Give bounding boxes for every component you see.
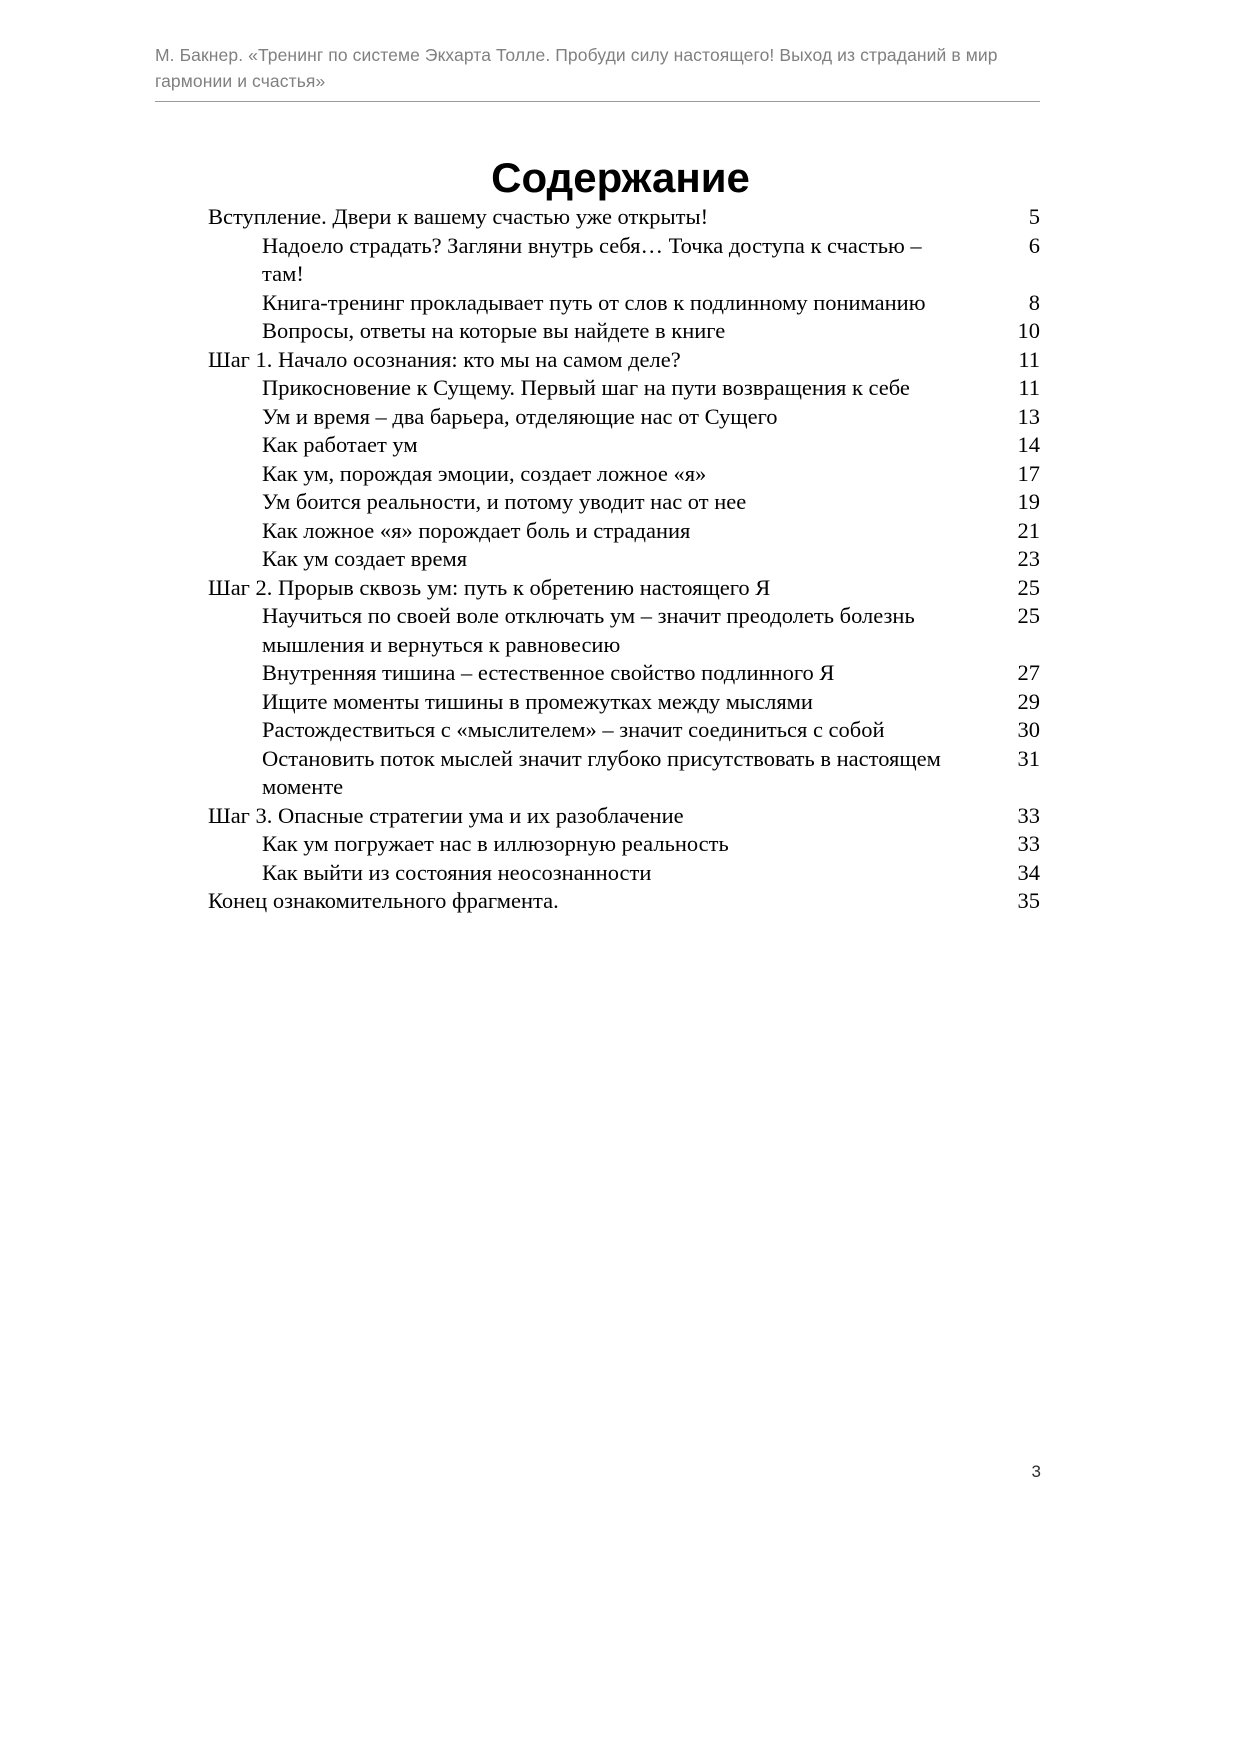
toc-entry-label: Прикосновение к Сущему. Первый шаг на пути возвращения к себе bbox=[262, 375, 910, 400]
toc-entry-label: Ум и время – два барьера, отделяющие нас от Сущего bbox=[262, 403, 778, 429]
toc-entry-label: Научиться по своей воле отключать ум – значит преодолеть болезнь мышления и вернуться к равновесию bbox=[262, 603, 915, 657]
toc-entry[interactable] bbox=[208, 317, 1040, 346]
toc-entry-page: 8 bbox=[1028, 289, 1040, 315]
toc-entry-label: Вступление. Двери к вашему счастью уже открыты! bbox=[208, 204, 709, 229]
toc-entry[interactable] bbox=[208, 232, 1040, 289]
running-header: М. Бакнер. «Тренинг по системе Экхарта Толле. Пробуди силу настоящего! Выход из страданий в мир гармонии и счастья» bbox=[155, 45, 998, 91]
toc-entry[interactable] bbox=[208, 346, 1040, 375]
toc-entry[interactable] bbox=[208, 403, 1040, 432]
toc-entry-label: Как работает ум bbox=[262, 432, 418, 457]
toc-entry-page: 21 bbox=[1017, 517, 1040, 543]
toc-entry-label: Ищите моменты тишины в промежутках между мыслями bbox=[262, 688, 813, 714]
toc-entry[interactable] bbox=[208, 659, 1040, 688]
toc-entry-label: Шаг 3. Опасные стратегии ума и их разоблачение bbox=[208, 802, 684, 828]
toc-entry[interactable] bbox=[208, 859, 1040, 888]
toc-entry-page: 25 bbox=[1017, 574, 1040, 600]
toc-entry-label: Растождествиться с «мыслителем» – значит соединиться с собой bbox=[262, 717, 885, 742]
toc-entry-label: Внутренняя тишина – естественное свойство подлинного Я bbox=[262, 660, 835, 685]
toc-entry-page: 23 bbox=[1017, 546, 1040, 571]
toc-entry[interactable] bbox=[208, 574, 1040, 603]
toc-entry-label: Как ум создает время bbox=[262, 546, 468, 571]
header-divider bbox=[155, 101, 1040, 102]
toc-entry-page: 33 bbox=[1017, 831, 1040, 856]
toc-entry-label: Как выйти из состояния неосознанности bbox=[262, 859, 652, 885]
toc-entry[interactable] bbox=[208, 289, 1040, 318]
toc-entry-label: Остановить поток мыслей значит глубоко присутствовать в настоящем моменте bbox=[262, 745, 941, 799]
toc-entry-label: Шаг 2. Прорыв сквозь ум: путь к обретению настоящего Я bbox=[208, 574, 771, 600]
toc-entry[interactable] bbox=[208, 887, 1040, 916]
toc-entry-page: 35 bbox=[1017, 888, 1040, 913]
toc-entry-page: 6 bbox=[1028, 232, 1040, 258]
table-of-contents bbox=[208, 203, 1040, 916]
toc-entry-label: Конец ознакомительного фрагмента. bbox=[208, 888, 559, 913]
toc-entry-label: Как ум, порождая эмоции, создает ложное «я» bbox=[262, 460, 707, 486]
toc-entry[interactable] bbox=[208, 374, 1040, 403]
toc-entry[interactable] bbox=[208, 545, 1040, 574]
toc-entry[interactable] bbox=[208, 802, 1040, 831]
toc-entry-page: 27 bbox=[1017, 660, 1040, 685]
toc-entry[interactable] bbox=[208, 716, 1040, 745]
toc-entry-label: Как ложное «я» порождает боль и страдания bbox=[262, 517, 691, 543]
toc-entry-label: Ум боится реальности, и потому уводит нас от нее bbox=[262, 489, 747, 514]
toc-entry-page: 11 bbox=[1018, 346, 1040, 372]
toc-entry-label: Книга-тренинг прокладывает путь от слов к подлинному пониманию bbox=[262, 289, 926, 315]
toc-entry-page: 11 bbox=[1018, 375, 1040, 400]
toc-entry-page: 5 bbox=[1028, 204, 1040, 229]
toc-entry[interactable] bbox=[208, 431, 1040, 460]
page-number-footer: 3 bbox=[1031, 1462, 1041, 1481]
toc-entry[interactable] bbox=[208, 602, 1040, 659]
toc-entry-label: Шаг 1. Начало осознания: кто мы на самом деле? bbox=[208, 346, 681, 372]
toc-entry-page: 14 bbox=[1017, 432, 1040, 457]
toc-entry-page: 25 bbox=[1017, 603, 1040, 628]
toc-entry-label: Как ум погружает нас в иллюзорную реальность bbox=[262, 831, 729, 856]
toc-entry[interactable] bbox=[208, 488, 1040, 517]
toc-entry[interactable] bbox=[208, 688, 1040, 717]
toc-entry-label: Надоело страдать? Загляни внутрь себя… Точка доступа к счастью – там! bbox=[262, 232, 922, 286]
toc-entry-page: 13 bbox=[1017, 403, 1040, 429]
page-title: Содержание bbox=[491, 154, 750, 202]
toc-entry[interactable] bbox=[208, 203, 1040, 232]
toc-entry-page: 31 bbox=[1017, 745, 1040, 771]
toc-entry[interactable] bbox=[208, 460, 1040, 489]
toc-entry[interactable] bbox=[208, 517, 1040, 546]
toc-entry-label: Вопросы, ответы на которые вы найдете в книге bbox=[262, 318, 726, 343]
toc-entry-page: 10 bbox=[1017, 318, 1040, 343]
toc-entry[interactable] bbox=[208, 745, 1040, 802]
toc-entry-page: 33 bbox=[1017, 802, 1040, 828]
toc-entry[interactable] bbox=[208, 830, 1040, 859]
toc-entry-page: 34 bbox=[1017, 859, 1040, 885]
toc-entry-page: 29 bbox=[1017, 688, 1040, 714]
toc-entry-page: 17 bbox=[1017, 460, 1040, 486]
toc-entry-page: 19 bbox=[1017, 489, 1040, 514]
toc-entry-page: 30 bbox=[1017, 717, 1040, 742]
